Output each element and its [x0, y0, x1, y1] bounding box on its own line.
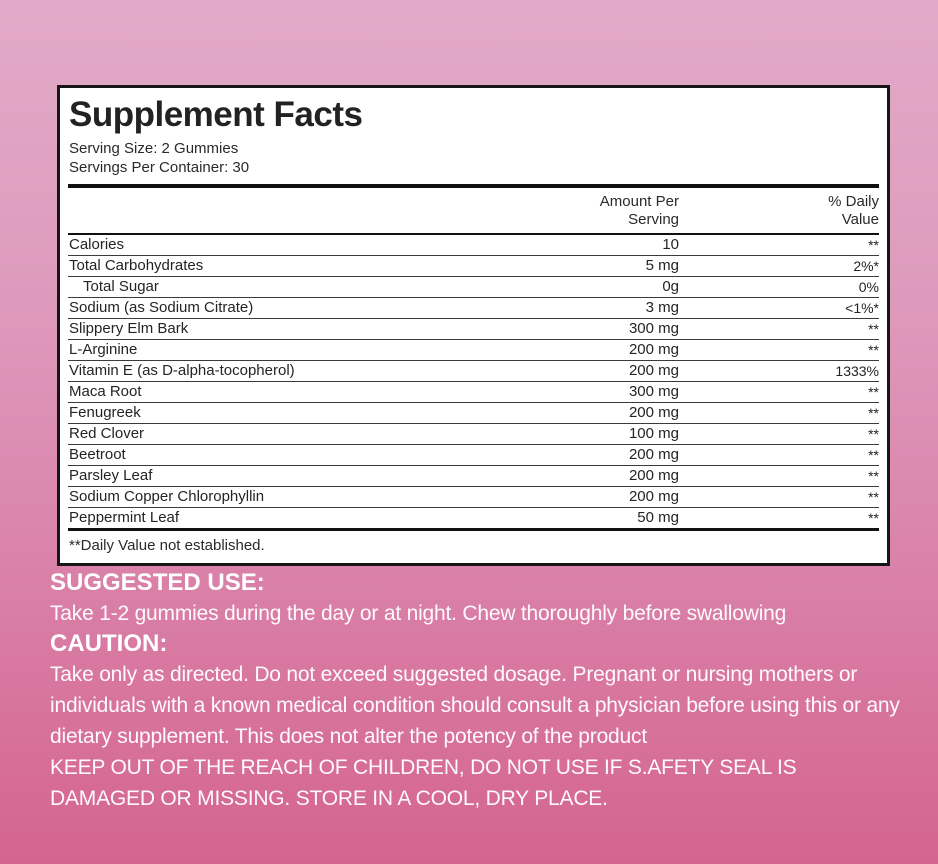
suggested-use-text: Take 1-2 gummies during the day or at night. Chew thoroughly before swallowing: [50, 602, 787, 625]
ingredient-daily-value: 0%: [858, 279, 879, 295]
ingredient-name: Fenugreek: [69, 404, 141, 421]
supplement-facts-title: Supplement Facts: [69, 95, 363, 134]
ingredient-amount: 300 mg: [628, 320, 679, 337]
ingredient-daily-value: **: [868, 426, 879, 442]
ingredient-daily-value: 2%*: [853, 258, 879, 274]
table-row: [68, 319, 879, 340]
supplement-table-body: [68, 235, 879, 531]
table-row: [68, 235, 879, 256]
ingredient-daily-value: 1333%: [835, 363, 879, 379]
suggested-use-heading: SUGGESTED USE:: [50, 569, 265, 596]
ingredient-amount: 300 mg: [628, 383, 679, 400]
ingredient-amount: 100 mg: [628, 425, 679, 442]
daily-value-footnote: **Daily Value not established.: [69, 537, 265, 554]
ingredient-daily-value: <1%*: [845, 300, 879, 316]
column-header-daily-value: % Daily Value: [828, 193, 879, 228]
table-row: [68, 445, 879, 466]
ingredient-name: Total Carbohydrates: [69, 257, 204, 274]
ingredient-amount: 10: [662, 236, 679, 253]
caution-text: Take only as directed. Do not exceed suggested dosage. Pregnant or nursing mothers or individuals with a known medical condition should consult a physician before using this or any dietary supplement. This does not alter the potency of the product: [50, 663, 900, 748]
ingredient-daily-value: **: [868, 510, 879, 526]
ingredient-daily-value: **: [868, 384, 879, 400]
ingredient-name: Vitamin E (as D-alpha-tocopherol): [69, 362, 295, 379]
column-header-amount: Amount Per Serving: [599, 193, 679, 228]
table-row: [68, 340, 879, 361]
ingredient-daily-value: **: [868, 237, 879, 253]
caution-heading: CAUTION:: [50, 630, 168, 657]
table-row: [68, 403, 879, 424]
ingredient-name: Sodium (as Sodium Citrate): [69, 299, 254, 316]
ingredient-amount: 200 mg: [628, 488, 679, 505]
ingredient-amount: 200 mg: [628, 446, 679, 463]
ingredient-name: Slippery Elm Bark: [69, 320, 189, 337]
ingredient-amount: 200 mg: [628, 362, 679, 379]
ingredient-name: Maca Root: [69, 383, 142, 400]
servings-per-container: Servings Per Container: 30: [69, 159, 250, 176]
ingredient-name: L-Arginine: [69, 341, 138, 358]
ingredient-name: Total Sugar: [83, 278, 159, 295]
warning-text: KEEP OUT OF THE REACH OF CHILDREN, DO NOT USE IF S.AFETY SEAL IS DAMAGED OR MISSING. STORE IN A COOL, DRY PLACE.: [50, 756, 797, 810]
ingredient-daily-value: **: [868, 468, 879, 484]
table-row: [68, 487, 879, 508]
table-row: [68, 298, 879, 319]
table-row: [68, 256, 879, 277]
table-row: [68, 508, 879, 531]
ingredient-name: Sodium Copper Chlorophyllin: [69, 488, 265, 505]
table-row: [68, 424, 879, 445]
ingredient-name: Calories: [69, 236, 125, 253]
ingredient-name: Parsley Leaf: [69, 467, 153, 484]
usage-section: [50, 568, 902, 814]
ingredient-daily-value: **: [868, 489, 879, 505]
table-row: [68, 277, 879, 298]
supplement-facts-panel: [57, 85, 890, 566]
table-header: [68, 188, 879, 235]
ingredient-daily-value: **: [868, 321, 879, 337]
ingredient-amount: 200 mg: [628, 404, 679, 421]
ingredient-amount: 5 mg: [645, 257, 679, 274]
ingredient-name: Peppermint Leaf: [69, 509, 180, 526]
ingredient-name: Beetroot: [69, 446, 126, 463]
table-row: [68, 466, 879, 487]
ingredient-amount: 50 mg: [637, 509, 679, 526]
table-row: [68, 382, 879, 403]
ingredient-amount: 200 mg: [628, 467, 679, 484]
ingredient-amount: 200 mg: [628, 341, 679, 358]
serving-size: Serving Size: 2 Gummies: [69, 140, 239, 157]
ingredient-daily-value: **: [868, 405, 879, 421]
ingredient-name: Red Clover: [69, 425, 145, 442]
ingredient-amount: 3 mg: [645, 299, 679, 316]
ingredient-amount: 0g: [662, 278, 679, 295]
ingredient-daily-value: **: [868, 447, 879, 463]
table-row: [68, 361, 879, 382]
ingredient-daily-value: **: [868, 342, 879, 358]
